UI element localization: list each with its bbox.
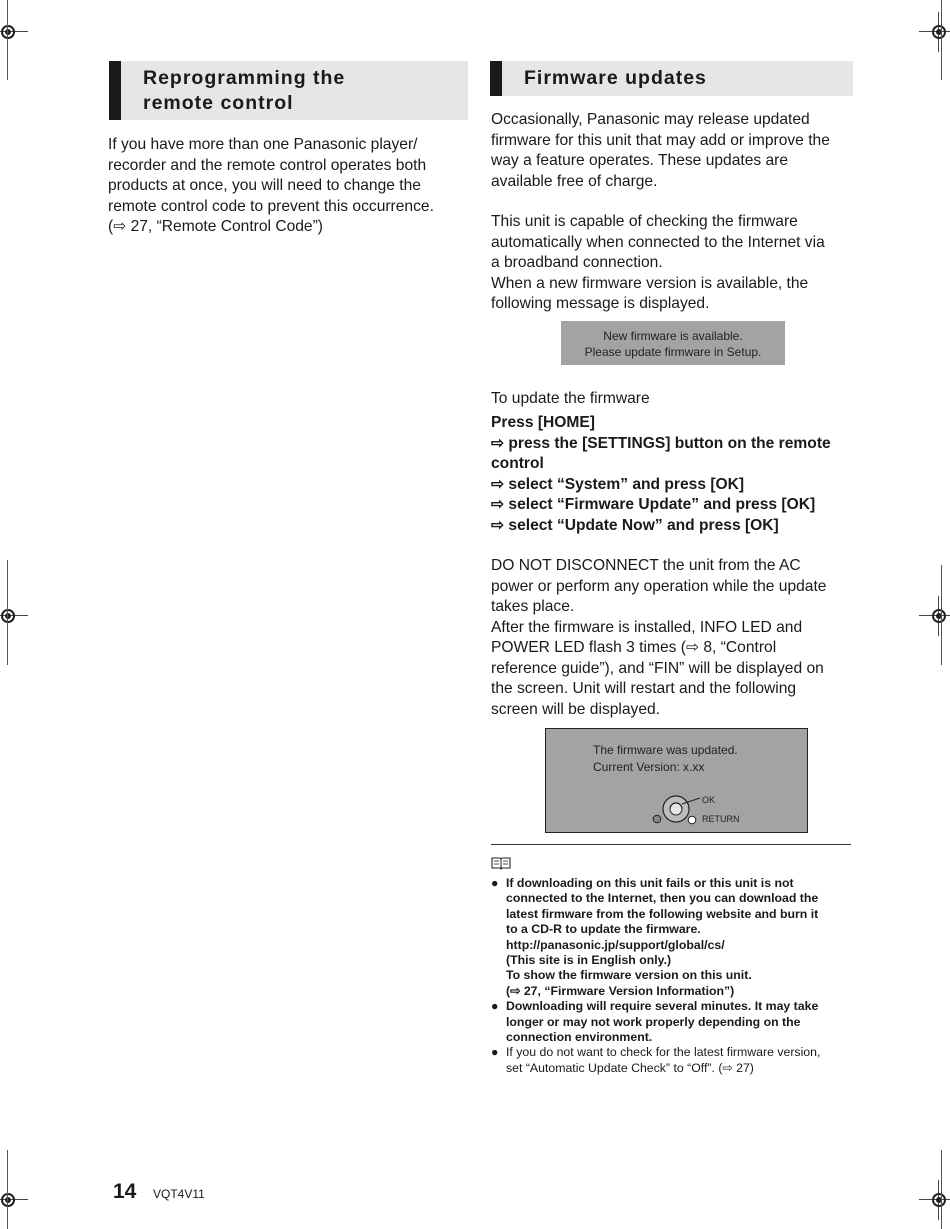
registration-mark-mid-left bbox=[0, 596, 28, 636]
note-item bbox=[491, 999, 851, 1045]
body-line: available free of charge. bbox=[491, 172, 658, 190]
crop-mark-line bbox=[7, 1150, 8, 1229]
note-line: latest firmware from the following website and burn it bbox=[506, 906, 819, 921]
body-line: automatically when connected to the Internet via bbox=[491, 233, 825, 251]
body-line: products at once, you will need to change the bbox=[108, 177, 421, 194]
screen-ok-label: OK bbox=[702, 795, 716, 805]
registration-mark-top-right bbox=[919, 12, 950, 52]
body-line: recorder and the remote control operates both bbox=[108, 156, 427, 174]
registration-mark-mid-right bbox=[919, 596, 950, 636]
page-number: 14 bbox=[113, 1180, 137, 1203]
message-line-1: New firmware is available. bbox=[603, 329, 743, 343]
section-heading-reprogramming bbox=[109, 61, 468, 120]
body-line: a broadband connection. bbox=[491, 254, 663, 271]
bullet-icon: ● bbox=[491, 1045, 499, 1060]
section-heading-firmware bbox=[490, 61, 853, 96]
body-line: way a feature operates. These updates are bbox=[491, 152, 789, 169]
crop-mark-line bbox=[941, 565, 942, 665]
heading-line-1: Reprogramming the bbox=[143, 67, 346, 89]
step-line: ⇨ select “Firmware Update” and press [OK] bbox=[491, 496, 816, 513]
crop-mark-line bbox=[7, 560, 8, 665]
step-line: ⇨ select “System” and press [OK] bbox=[491, 475, 745, 493]
message-line-2: Please update firmware in Setup. bbox=[584, 345, 762, 359]
registration-mark-top-left bbox=[0, 12, 28, 52]
note-line: set “Automatic Update Check” to “Off”. (⇨ 27) bbox=[506, 1060, 754, 1075]
heading-accent-bar bbox=[490, 61, 502, 96]
screen-line-2: Current Version: x.xx bbox=[593, 760, 705, 774]
note-line: to a CD-R to update the firmware. bbox=[506, 922, 701, 937]
note-line: If you do not want to check for the latest firmware version, bbox=[506, 1045, 821, 1060]
body-line: If you have more than one Panasonic player/ bbox=[108, 136, 418, 153]
step-line: control bbox=[491, 455, 544, 472]
screen-return-label: RETURN bbox=[702, 814, 740, 824]
body-line: When a new firmware version is available, the bbox=[491, 274, 809, 292]
crop-mark-line bbox=[941, 0, 942, 80]
body-line: This unit is capable of checking the firmware bbox=[491, 213, 798, 230]
body-line: POWER LED flash 3 times (⇨ 8, “Control bbox=[491, 639, 777, 656]
reprogramming-body bbox=[108, 135, 470, 238]
step-line: Press [HOME] bbox=[491, 414, 595, 431]
step-line: ⇨ select “Update Now” and press [OK] bbox=[491, 516, 779, 534]
screen-line-1: The firmware was updated. bbox=[593, 743, 738, 757]
body-line: takes place. bbox=[491, 598, 575, 615]
book-note-icon bbox=[491, 856, 511, 870]
crop-mark-line bbox=[7, 0, 8, 80]
registration-mark-bottom-right bbox=[919, 1180, 950, 1220]
note-line: connection environment. bbox=[506, 1030, 653, 1045]
heading-line-2: remote control bbox=[143, 92, 294, 114]
note-line: To show the firmware version on this unit. bbox=[506, 968, 752, 983]
notes-divider bbox=[491, 844, 851, 845]
firmware-intro bbox=[491, 110, 853, 192]
body-line: After the firmware is installed, INFO LED and bbox=[491, 618, 803, 636]
body-line: firmware for this unit that may add or improve the bbox=[491, 131, 830, 149]
body-line: power or perform any operation while the update bbox=[491, 577, 827, 595]
note-item bbox=[491, 876, 851, 999]
note-line: connected to the Internet, then you can download the bbox=[506, 891, 819, 906]
heading-accent-bar bbox=[109, 61, 121, 120]
note-line: (This site is in English only.) bbox=[506, 953, 672, 968]
note-item bbox=[491, 1045, 851, 1076]
body-line: the screen. Unit will restart and the following bbox=[491, 680, 797, 697]
body-line: DO NOT DISCONNECT the unit from the AC bbox=[491, 557, 801, 574]
note-line: Downloading will require several minutes. It may take bbox=[506, 999, 819, 1014]
document-code: VQT4V11 bbox=[153, 1187, 205, 1201]
step-line: ⇨ press the [SETTINGS] button on the remote bbox=[491, 434, 831, 452]
heading-text: Firmware updates bbox=[524, 67, 707, 89]
note-line: (⇨ 27, “Firmware Version Information”) bbox=[506, 983, 735, 998]
bullet-icon: ● bbox=[491, 876, 499, 890]
body-line: Occasionally, Panasonic may release updated bbox=[491, 111, 810, 128]
registration-mark-bottom-left bbox=[0, 1180, 28, 1220]
note-line: longer or may not work properly depending on the bbox=[506, 1014, 801, 1029]
to-update-label: To update the firmware bbox=[491, 390, 650, 407]
body-line: reference guide”), and “FIN” will be displayed on bbox=[491, 659, 824, 677]
firmware-check-text bbox=[491, 212, 853, 315]
firmware-updated-screen bbox=[545, 728, 808, 833]
update-steps bbox=[491, 413, 853, 536]
body-line: remote control code to prevent this occurrence. bbox=[108, 197, 434, 215]
bullet-icon: ● bbox=[491, 999, 499, 1014]
note-url: http://panasonic.jp/support/global/cs/ bbox=[506, 937, 725, 952]
crop-mark-line bbox=[941, 1150, 942, 1229]
update-warning bbox=[491, 556, 853, 720]
new-firmware-message-box bbox=[561, 321, 785, 365]
notes-list bbox=[491, 876, 851, 1076]
cross-reference: (⇨ 27, “Remote Control Code”) bbox=[108, 218, 323, 235]
body-line: screen will be displayed. bbox=[491, 700, 661, 718]
body-line: following message is displayed. bbox=[491, 295, 710, 312]
note-line: If downloading on this unit fails or this unit is not bbox=[506, 876, 794, 890]
